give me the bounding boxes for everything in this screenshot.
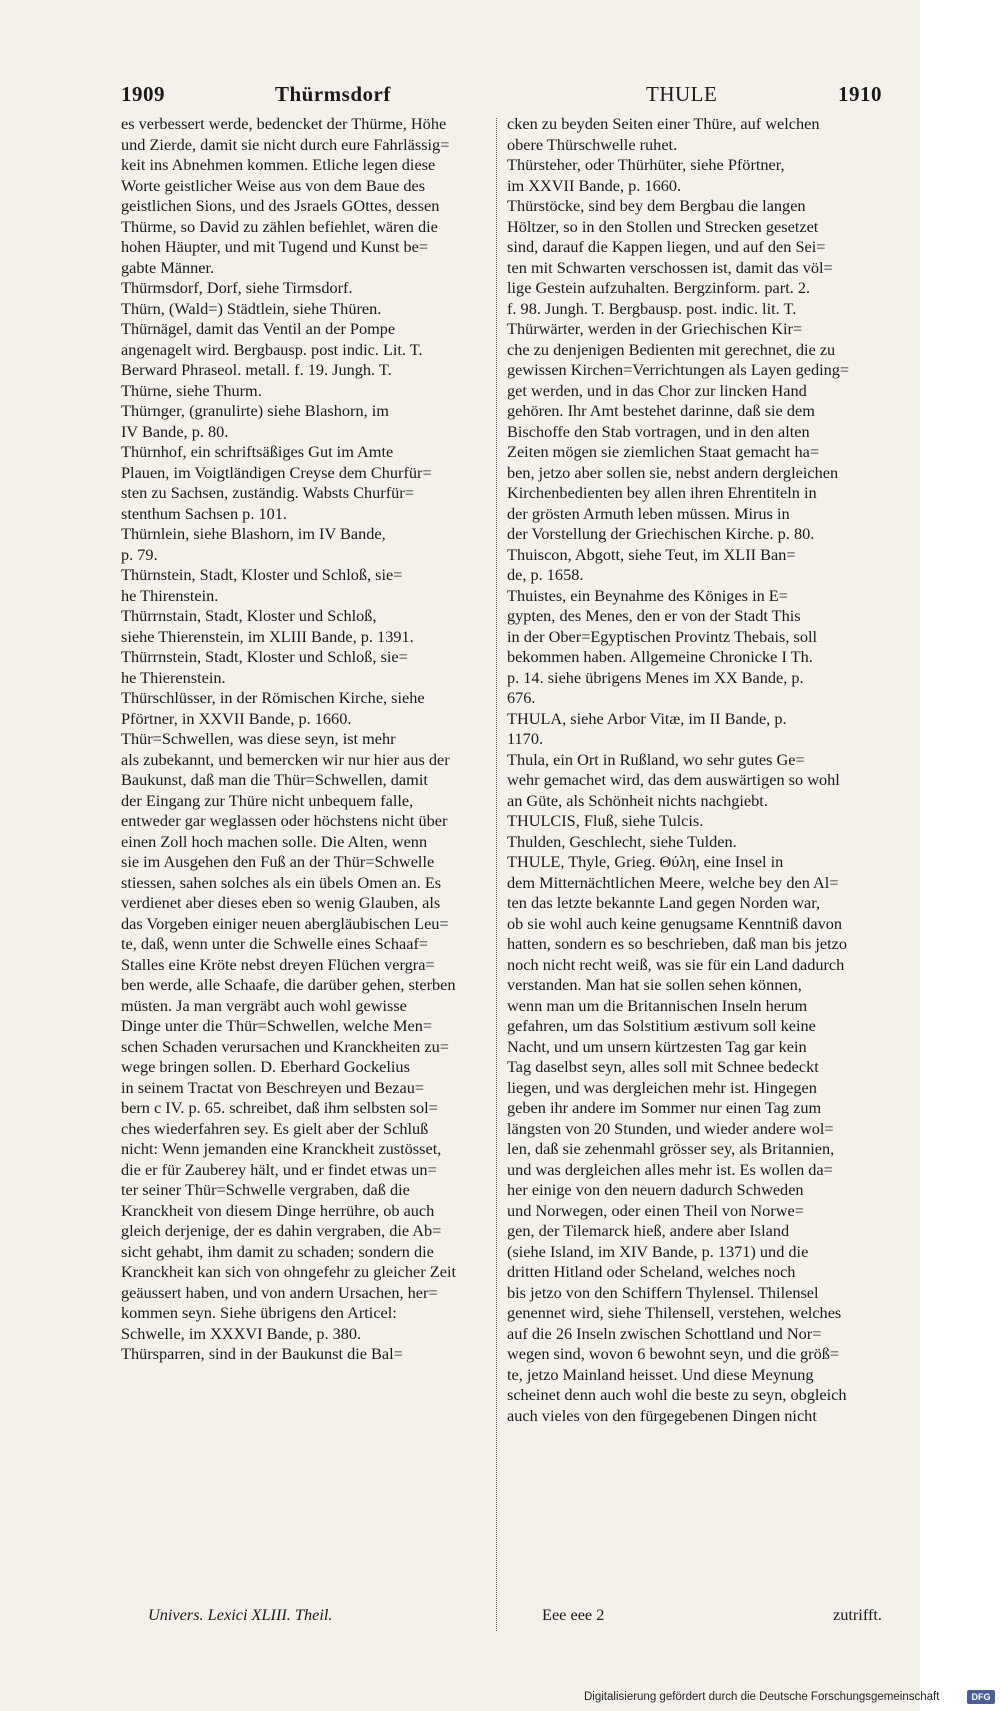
text-line: gleich derjenige, der es dahin vergraben, die Ab= bbox=[121, 1221, 442, 1240]
text-line: Schwelle, im XXXVI Bande, p. 380. bbox=[121, 1323, 362, 1343]
text-line: 1170. bbox=[507, 729, 544, 748]
page-number-left: 1909 bbox=[121, 82, 165, 106]
text-line: gewissen Kirchen=Verrichtungen als Layen geding= bbox=[507, 360, 849, 379]
text-line: Zeiten mögen sie ziemlichen Staat gemacht ha= bbox=[507, 442, 820, 461]
text-line: verstanden. Man hat sie sollen sehen können, bbox=[507, 975, 802, 994]
text-line: und Norwegen, oder einen Theil von Norwe= bbox=[507, 1200, 804, 1220]
text-line: cken zu beyden Seiten einer Thüre, auf welchen bbox=[507, 114, 820, 133]
text-line: Thulden, Geschlecht, siehe Tulden. bbox=[507, 831, 737, 851]
text-line: ches wiederfahren sey. Es gielt aber der Schluß bbox=[121, 1118, 429, 1138]
text-line: ter seiner Thür=Schwelle vergraben, daß die bbox=[121, 1180, 410, 1199]
text-line: Thürmsdorf, Dorf, siehe Tirmsdorf. bbox=[121, 278, 353, 297]
text-line: THULA, siehe Arbor Vitæ, im II Bande, p. bbox=[507, 708, 787, 728]
text-line: he Thirenstein. bbox=[121, 585, 219, 605]
text-line: bis jetzo von den Schiffern Thylensel. Thilensel bbox=[507, 1282, 819, 1302]
text-line: Pförtner, in XXVII Bande, p. 1660. bbox=[121, 708, 352, 728]
text-line: he Thierenstein. bbox=[121, 667, 226, 687]
text-line: nicht: Wenn jemanden eine Kranckheit zustösset, bbox=[121, 1139, 442, 1158]
signature-mark: Eee eee 2 bbox=[542, 1605, 605, 1624]
text-line: IV Bande, p. 80. bbox=[121, 421, 229, 441]
page-number-right: 1910 bbox=[838, 82, 882, 106]
text-line: Thürnlein, siehe Blashorn, im IV Bande, bbox=[121, 524, 386, 543]
text-line: hohen Häupter, und mit Tugend und Kunst be= bbox=[121, 237, 429, 256]
text-line: Thürnhof, ein schriftsäßiges Gut im Amte bbox=[121, 442, 394, 461]
right-column bbox=[507, 114, 849, 1426]
text-line: liegen, und was dergleichen mehr ist. Hingegen bbox=[507, 1077, 817, 1097]
text-line: wenn man um die Britannischen Inseln herum bbox=[507, 995, 808, 1015]
text-line: als zubekannt, und bemercken wir nur hier aus der bbox=[121, 749, 450, 769]
text-line: p. 79. bbox=[121, 544, 158, 564]
text-line: in der Ober=Egyptischen Provintz Thebais, soll bbox=[507, 626, 818, 646]
text-line: ben werde, alle Schaafe, die darüber gehen, sterben bbox=[121, 975, 456, 994]
text-line: einen Zoll hoch machen solle. Die Alten, wenn bbox=[121, 831, 428, 851]
dfg-logo: DFG bbox=[967, 1690, 995, 1704]
text-line: her einige von den neuern dadurch Schweden bbox=[507, 1180, 804, 1199]
text-line: Thula, ein Ort in Rußland, wo sehr gutes Ge= bbox=[507, 749, 805, 769]
text-line: stenthum Sachsen p. 101. bbox=[121, 503, 287, 523]
text-line: geben ihr andere im Sommer nur einen Tag zum bbox=[507, 1098, 822, 1117]
text-line: der grösten Armuth leben müssen. Mirus in bbox=[507, 503, 790, 523]
text-line: (siehe Island, im XIV Bande, p. 1371) und die bbox=[507, 1241, 809, 1261]
text-line: Thürrnstein, Stadt, Kloster und Schloß, sie= bbox=[121, 647, 408, 666]
catchword: zutrifft. bbox=[833, 1605, 882, 1624]
left-column bbox=[121, 114, 463, 1365]
text-line: Nacht, und um unsern kürtzesten Tag gar kein bbox=[507, 1036, 807, 1056]
text-line: Plauen, im Voigtländigen Creyse dem Churfür= bbox=[121, 462, 432, 482]
text-line: ob sie wohl auch keine genugsame Kenntniß davon bbox=[507, 913, 843, 933]
text-line: hatten, sondern es so beschrieben, daß man bis jetzo bbox=[507, 934, 847, 953]
text-line: te, daß, wenn unter die Schwelle eines Schaaf= bbox=[121, 934, 429, 953]
text-line: te, jetzo Mainland heisset. Und diese Meynung bbox=[507, 1364, 814, 1384]
text-line: Höltzer, so in den Stollen und Strecken gesetzet bbox=[507, 216, 819, 236]
text-line: und Zierde, damit sie nicht durch eure Fahrlässig= bbox=[121, 134, 450, 154]
text-line: Berward Phraseol. metall. f. 19. Jungh. T. bbox=[121, 360, 392, 379]
text-line: wehr gemachet wird, das dem auswärtigen so wohl bbox=[507, 770, 840, 789]
text-line: der Eingang zur Thüre nicht unbequem falle, bbox=[121, 790, 414, 810]
text-line: scheinet denn auch wohl die beste zu seyn, obgleich bbox=[507, 1385, 847, 1404]
text-line: sie im Ausgehen den Fuß an der Thür=Schwelle bbox=[121, 852, 435, 871]
text-line: dritten Hitland oder Scheland, welches noch bbox=[507, 1262, 796, 1281]
page-margin bbox=[920, 0, 1000, 1711]
running-head-left: Thürmsdorf bbox=[275, 82, 391, 106]
text-line: der Vorstellung der Griechischen Kirche. p. 80. bbox=[507, 524, 815, 543]
text-line: lige Gestein aufzuhalten. Bergzinform. part. 2. bbox=[507, 278, 811, 297]
text-line: an Güte, als Schönheit nichts nachgiebt. bbox=[507, 790, 768, 810]
text-line: entweder gar weglassen oder höchstens nicht über bbox=[121, 811, 448, 830]
text-line: das Vorgeben einiger neuen abergläubischen Leu= bbox=[121, 913, 449, 933]
text-line: im XXVII Bande, p. 1660. bbox=[507, 175, 682, 195]
text-line: Kirchenbedienten bey allen ihren Ehrentiteln in bbox=[507, 483, 817, 502]
text-line: gehören. Ihr Amt bestehet darinne, daß sie dem bbox=[507, 401, 815, 420]
text-line: ten mit Schwarten verschossen ist, damit das völ= bbox=[507, 257, 833, 277]
text-line: sind, darauf die Kappen liegen, und auf den Sei= bbox=[507, 237, 826, 256]
text-line: len, daß sie zehenmahl grösser sey, als Britannien, bbox=[507, 1139, 835, 1158]
text-line: Thürnägel, damit das Ventil an der Pompe bbox=[121, 319, 396, 338]
text-line: und was dergleichen alles mehr ist. Es wollen da= bbox=[507, 1159, 833, 1179]
text-line: bekommen haben. Allgemeine Chronicke I Th. bbox=[507, 647, 813, 666]
text-line: schen Schaden verursachen und Kranckheiten zu= bbox=[121, 1036, 449, 1056]
text-line: müsten. Ja man vergräbt auch wohl gewisse bbox=[121, 995, 407, 1015]
text-line: Thürschlüsser, in der Römischen Kirche, siehe bbox=[121, 688, 425, 707]
text-line: Thürwärter, werden in der Griechischen Kir= bbox=[507, 319, 803, 338]
text-line: Thürnger, (granulirte) siehe Blashorn, im bbox=[121, 401, 389, 420]
text-line: obere Thürschwelle ruhet. bbox=[507, 134, 678, 154]
text-line: längsten von 20 Stunden, und wieder andere wol= bbox=[507, 1118, 834, 1138]
text-line: verdienet aber dieses eben so wenig Glauben, als bbox=[121, 893, 441, 912]
text-line: siehe Thierenstein, im XLIII Bande, p. 1391. bbox=[121, 626, 414, 646]
text-line: wege bringen sollen. D. Eberhard Gockelius bbox=[121, 1057, 410, 1076]
text-line: ten das letzte bekannte Land gegen Norden war, bbox=[507, 893, 821, 912]
running-head-right: THULE bbox=[646, 82, 718, 106]
text-line: Baukunst, daß man die Thür=Schwellen, damit bbox=[121, 770, 428, 789]
signature-left: Univers. Lexici XLIII. Theil. bbox=[148, 1605, 333, 1624]
text-line: stiessen, sahen solches als ein übels Omen an. Es bbox=[121, 872, 442, 892]
text-line: geäussert haben, und von andern Ursachen, her= bbox=[121, 1282, 438, 1302]
text-line: Thür=Schwellen, was diese seyn, ist mehr bbox=[121, 729, 396, 748]
text-line: noch nicht recht weiß, was sie für ein Land dadurch bbox=[507, 954, 845, 974]
text-line: Worte geistlicher Weise aus von dem Baue des bbox=[121, 175, 426, 195]
text-line: bern c IV. p. 65. schreibet, daß ihm selbsten sol= bbox=[121, 1098, 438, 1117]
text-line: Kranckheit kan sich von ohngefehr zu gleicher Zeit bbox=[121, 1262, 456, 1281]
text-line: angenagelt wird. Bergbausp. post indic. Lit. T. bbox=[121, 339, 423, 359]
text-line: ben, jetzo aber sollen sie, nebst andern dergleichen bbox=[507, 462, 839, 482]
text-line: gen, der Tilemarck hieß, andere aber Island bbox=[507, 1221, 790, 1240]
text-line: Thürsteher, oder Thürhüter, siehe Pförtner, bbox=[507, 155, 785, 174]
text-line: THULCIS, Fluß, siehe Tulcis. bbox=[507, 811, 704, 830]
text-line: de, p. 1658. bbox=[507, 565, 584, 584]
text-line: 676. bbox=[507, 688, 536, 707]
text-line: che zu denjenigen Bedienten mit gerechnet, die zu bbox=[507, 339, 836, 359]
text-line: es verbessert werde, bedencket der Thürme, Höhe bbox=[121, 114, 447, 133]
text-line: gypten, des Menes, den er von der Stadt This bbox=[507, 606, 801, 625]
text-line: sten zu Sachsen, zuständig. Wabsts Churfür= bbox=[121, 483, 414, 502]
text-line: genennet wird, siehe Thilensell, verstehen, welches bbox=[507, 1303, 842, 1322]
text-line: kommen seyn. Siehe übrigens den Articel: bbox=[121, 1303, 397, 1322]
text-line: Thuiscon, Abgott, siehe Teut, im XLII Ban= bbox=[507, 544, 796, 564]
text-line: p. 14. siehe übrigens Menes im XX Bande, p. bbox=[507, 667, 804, 687]
text-line: sicht gehabt, ihm damit zu schaden; sondern die bbox=[121, 1241, 434, 1261]
text-line: Kranckheit von diesem Dinge herrühre, ob auch bbox=[121, 1200, 435, 1220]
text-line: Thürsparren, sind in der Baukunst die Bal= bbox=[121, 1344, 403, 1363]
text-line: gefahren, um das Solstitium æstivum soll keine bbox=[507, 1016, 816, 1035]
text-line: die er für Zauberey hält, und er findet etwas un= bbox=[121, 1159, 437, 1179]
text-line: Thürnstein, Stadt, Kloster und Schloß, sie= bbox=[121, 565, 403, 584]
text-line: geistlichen Sions, und des Jsraels GOttes, dessen bbox=[121, 196, 440, 215]
text-line: in seinem Tractat von Beschreyen und Bezau= bbox=[121, 1077, 425, 1097]
text-line: f. 98. Jungh. T. Bergbausp. post. indic. lit. T. bbox=[507, 298, 797, 318]
text-line: Tag daselbst seyn, alles soll mit Schnee bedeckt bbox=[507, 1057, 819, 1076]
text-line: wegen sind, wovon 6 bewohnt seyn, und die größ= bbox=[507, 1344, 840, 1363]
column-divider bbox=[496, 118, 497, 1631]
text-line: auch vieles von den fürgegebenen Dingen nicht bbox=[507, 1405, 817, 1425]
text-line: Dinge unter die Thür=Schwellen, welche Men= bbox=[121, 1016, 433, 1035]
text-line: Thürstöcke, sind bey dem Bergbau die langen bbox=[507, 196, 806, 215]
text-line: Thürrnstain, Stadt, Kloster und Schloß, bbox=[121, 606, 377, 625]
text-line: keit ins Abnehmen kommen. Etliche legen diese bbox=[121, 155, 436, 174]
text-line: dem Mitternächtlichen Meere, welche bey den Al= bbox=[507, 872, 839, 892]
text-line: auf die 26 Inseln zwischen Schottland und Nor= bbox=[507, 1323, 822, 1343]
text-line: Stalles eine Kröte nebst dreyen Flüchen vergra= bbox=[121, 954, 435, 974]
digitization-notice: Digitalisierung gefördert durch die Deutsche Forschungsgemeinschaft bbox=[584, 1691, 940, 1703]
text-line: get werden, und in das Chor zur lincken Hand bbox=[507, 380, 807, 400]
text-line: gabte Männer. bbox=[121, 257, 215, 277]
text-line: Bischoffe den Stab vortragen, und in den alten bbox=[507, 421, 810, 441]
text-line: Thürne, siehe Thurm. bbox=[121, 380, 262, 400]
text-line: Thürme, so David zu zählen befiehlet, wären die bbox=[121, 216, 438, 236]
text-line: THULE, Thyle, Grieg. Θύλη, eine Insel in bbox=[507, 852, 784, 871]
text-line: Thürn, (Wald=) Städtlein, siehe Thüren. bbox=[121, 298, 382, 318]
text-line: Thuistes, ein Beynahme des Königes in E= bbox=[507, 585, 788, 605]
